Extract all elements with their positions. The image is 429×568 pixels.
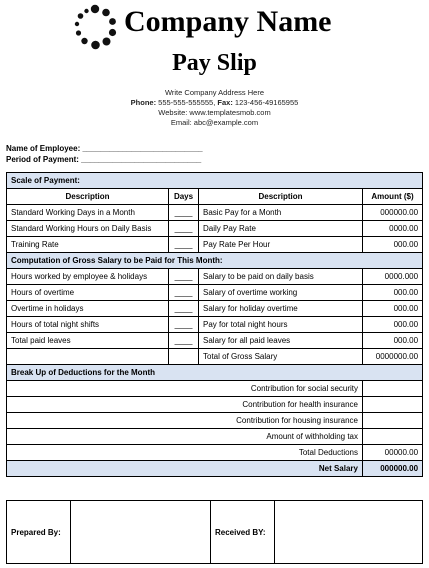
company-website: Website: www.templatesmob.com xyxy=(158,108,271,117)
deduction-label: Contribution for social security xyxy=(7,381,363,397)
phone-value: 555-555-555555, xyxy=(158,98,216,107)
net-salary-label: Net Salary xyxy=(7,461,363,477)
doc-title: Pay Slip xyxy=(172,50,257,76)
amount-value[interactable]: 000.00 xyxy=(363,237,423,253)
deduction-amount[interactable] xyxy=(363,413,423,429)
row-label: Standard Working Days in a Month xyxy=(7,205,169,221)
table-row xyxy=(7,397,423,413)
prepared-by-field[interactable] xyxy=(71,501,211,564)
table-row xyxy=(7,381,423,397)
row-label: Hours of total night shifts xyxy=(7,317,169,333)
total-deductions-label: Total Deductions xyxy=(7,445,363,461)
col-amount: Amount ($) xyxy=(363,189,423,205)
row-label: Pay Rate Per Hour xyxy=(199,237,363,253)
days-input[interactable]: ____ xyxy=(169,317,199,333)
fax-value: 123-456-49165955 xyxy=(234,98,299,107)
days-input[interactable]: ____ xyxy=(169,205,199,221)
table-row xyxy=(7,221,423,237)
row-label: Pay for total night hours xyxy=(199,317,363,333)
section-title: Break Up of Deductions for the Month xyxy=(7,365,423,381)
row-label: Hours of overtime xyxy=(7,285,169,301)
table-row xyxy=(7,285,423,301)
prepared-by-label: Prepared By: xyxy=(7,501,71,564)
col-days: Days xyxy=(169,189,199,205)
deduction-label: Amount of withholding tax xyxy=(7,429,363,445)
table-row xyxy=(7,429,423,445)
deduction-amount[interactable] xyxy=(363,397,423,413)
section-header-deductions xyxy=(7,365,423,381)
section-header-gross xyxy=(7,253,423,269)
table-row xyxy=(7,237,423,253)
total-deductions-amount[interactable]: 00000.00 xyxy=(363,445,423,461)
net-salary-row xyxy=(7,461,423,477)
company-logo-icon xyxy=(72,4,118,50)
empty-cell xyxy=(7,349,169,365)
amount-value[interactable]: 0000.00 xyxy=(363,221,423,237)
table-row xyxy=(7,413,423,429)
section-title: Computation of Gross Salary to be Paid for This Month: xyxy=(7,253,423,269)
row-label: Hours worked by employee & holidays xyxy=(7,269,169,285)
col-description: Description xyxy=(7,189,169,205)
table-row xyxy=(7,333,423,349)
gross-total-amount[interactable]: 0000000.00 xyxy=(363,349,423,365)
row-label: Overtime in holidays xyxy=(7,301,169,317)
deduction-label: Contribution for health insurance xyxy=(7,397,363,413)
company-address: Write Company Address Here xyxy=(164,88,265,97)
column-headers xyxy=(7,189,423,205)
days-input[interactable]: ____ xyxy=(169,301,199,317)
row-label: Daily Pay Rate xyxy=(199,221,363,237)
row-label: Salary of overtime working xyxy=(199,285,363,301)
contact-line xyxy=(0,98,429,108)
table-row xyxy=(7,269,423,285)
deduction-amount[interactable] xyxy=(363,381,423,397)
days-input[interactable]: ____ xyxy=(169,221,199,237)
amount-value[interactable]: 000.00 xyxy=(363,317,423,333)
gross-total-row xyxy=(7,349,423,365)
row-label: Training Rate xyxy=(7,237,169,253)
header xyxy=(0,0,429,140)
payment-period-field[interactable]: Period of Payment: ___________________________ xyxy=(6,155,202,164)
signature-table xyxy=(6,500,423,564)
table-row xyxy=(7,317,423,333)
amount-value[interactable]: 000.00 xyxy=(363,301,423,317)
deduction-amount[interactable] xyxy=(363,429,423,445)
days-input[interactable]: ____ xyxy=(169,333,199,349)
phone-label: Phone: xyxy=(130,98,157,107)
table-row xyxy=(7,301,423,317)
col-description-2: Description xyxy=(199,189,363,205)
fax-label: Fax: xyxy=(217,98,233,107)
row-label: Salary to be paid on daily basis xyxy=(199,269,363,285)
row-label: Standard Working Hours on Daily Basis xyxy=(7,221,169,237)
row-label: Total paid leaves xyxy=(7,333,169,349)
days-input[interactable]: ____ xyxy=(169,237,199,253)
amount-value[interactable]: 0000.000 xyxy=(363,269,423,285)
days-input[interactable]: ____ xyxy=(169,269,199,285)
row-label: Basic Pay for a Month xyxy=(199,205,363,221)
days-input[interactable]: ____ xyxy=(169,285,199,301)
company-email: Email: abc@example.com xyxy=(170,118,259,127)
amount-value[interactable]: 000.00 xyxy=(363,333,423,349)
total-deductions-row xyxy=(7,445,423,461)
signature-row xyxy=(7,501,423,564)
section-title: Scale of Payment: xyxy=(7,173,423,189)
gross-total-label: Total of Gross Salary xyxy=(199,349,363,365)
row-label: Salary for all paid leaves xyxy=(199,333,363,349)
amount-value[interactable]: 000000.00 xyxy=(363,205,423,221)
net-salary-amount[interactable]: 000000.00 xyxy=(363,461,423,477)
table-row xyxy=(7,205,423,221)
row-label: Salary for holiday overtime xyxy=(199,301,363,317)
section-header-scale xyxy=(7,173,423,189)
empty-cell xyxy=(169,349,199,365)
pay-table xyxy=(6,172,423,477)
amount-value[interactable]: 000.00 xyxy=(363,285,423,301)
employee-name-field[interactable]: Name of Employee: ___________________________ xyxy=(6,144,203,153)
company-name: Company Name xyxy=(124,5,332,38)
deduction-label: Contribution for housing insurance xyxy=(7,413,363,429)
received-by-label: Received BY: xyxy=(211,501,275,564)
received-by-field[interactable] xyxy=(275,501,423,564)
